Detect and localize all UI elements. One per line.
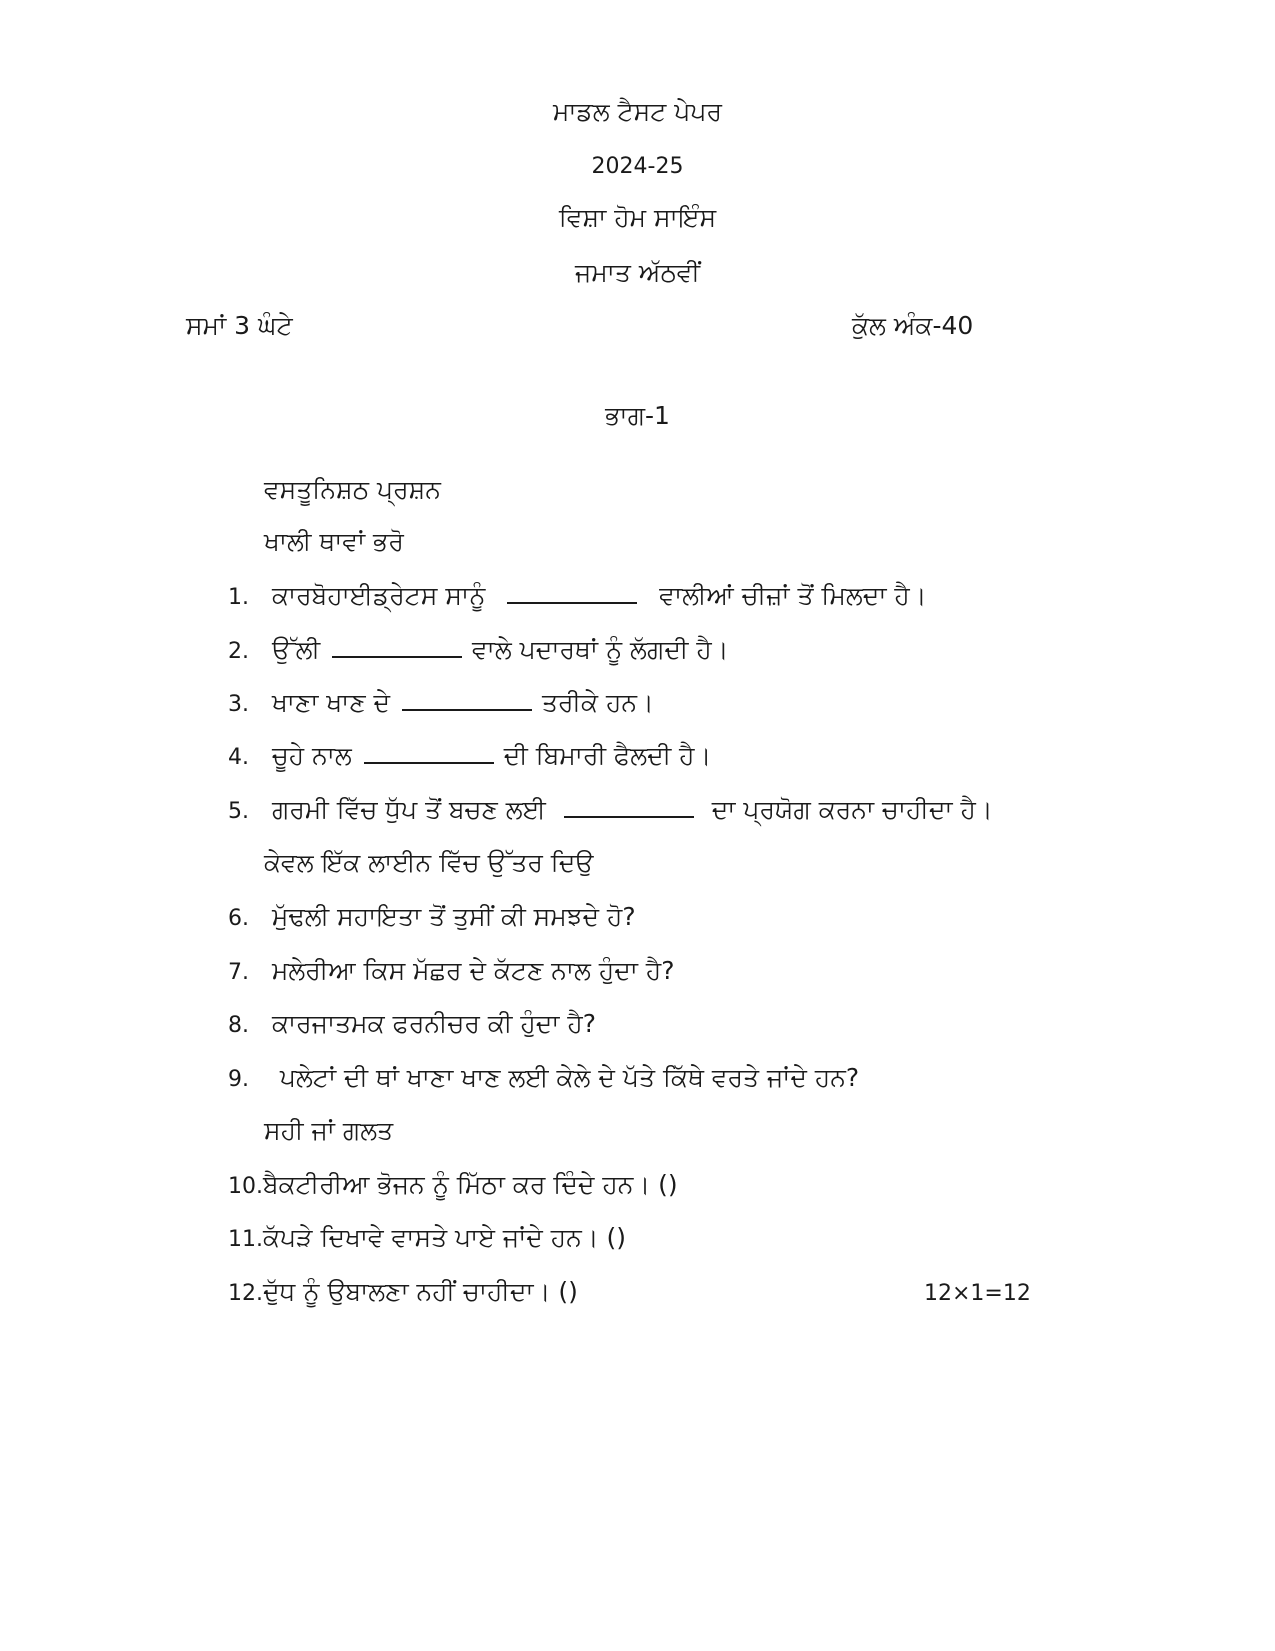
- question-text-before: ਗਰਮੀ ਵਿੱਚ ਧੁੱਪ ਤੋਂ ਬਚਣ ਲਈ: [271, 795, 546, 824]
- question-number: 8.: [228, 1013, 249, 1038]
- short-answer-question: [228, 955, 675, 989]
- question-number: 10.: [228, 1174, 263, 1199]
- question-text: ਮੁੱਢਲੀ ਸਹਾਇਤਾ ਤੋਂ ਤੁਸੀਂ ਕੀ ਸਮਝਦੇ ਹੋ?: [271, 902, 636, 931]
- question-number: 11.: [228, 1227, 263, 1252]
- answer-blank: [364, 740, 494, 764]
- answer-blank: [507, 580, 637, 604]
- question-text-before: ਚੂਹੇ ਨਾਲ: [271, 741, 352, 770]
- question-text-after: ਦਾ ਪ੍ਰਯੋਗ ਕਰਨਾ ਚਾਹੀਦਾ ਹੈ।: [711, 795, 993, 824]
- subject-line: ਵਿਸ਼ਾ ਹੋਮ ਸਾਇੰਸ: [558, 203, 717, 232]
- objective-heading: ਵਸਤੂਨਿਸ਼ਠ ਪ੍ਰਸ਼ਨ: [264, 475, 441, 504]
- fill-blank-question: [228, 740, 711, 774]
- marks-distribution: 12×1=12: [924, 1281, 1031, 1306]
- question-text: ਕੱਪੜੇ ਦਿਖਾਵੇ ਵਾਸਤੇ ਪਾਏ ਜਾਂਦੇ ਹਨ। (): [263, 1223, 627, 1252]
- question-number: 3.: [228, 692, 249, 717]
- section-title: ਭਾਗ-1: [605, 401, 670, 430]
- question-text: ਬੈਕਟੀਰੀਆ ਭੋਜਨ ਨੂੰ ਮਿੱਠਾ ਕਰ ਦਿੰਦੇ ਹਨ। (): [263, 1170, 678, 1199]
- question-text: ਪਲੇਟਾਂ ਦੀ ਥਾਂ ਖਾਣਾ ਖਾਣ ਲਈ ਕੇਲੇ ਦੇ ਪੱਤੇ ਕਿੱਥੇ ਵਰਤੇ ਜਾਂਦੇ ਹਨ?: [271, 1063, 860, 1092]
- question-number: 7.: [228, 960, 249, 985]
- question-text: ਕਾਰਜਾਤਮਕ ਫਰਨੀਚਰ ਕੀ ਹੁੰਦਾ ਹੈ?: [271, 1009, 596, 1038]
- question-text: ਦੁੱਧ ਨੂੰ ਉਬਾਲਣਾ ਨਹੀਂ ਚਾਹੀਦਾ। (): [263, 1277, 578, 1306]
- true-false-heading: ਸਹੀ ਜਾਂ ਗਲਤ: [264, 1116, 394, 1145]
- true-false-question: [228, 1169, 678, 1203]
- true-false-question: [228, 1222, 626, 1256]
- question-number: 1.: [228, 585, 249, 610]
- fill-blanks-heading: ਖਾਲੀ ਥਾਵਾਂ ਭਰੋ: [264, 527, 404, 556]
- total-marks: ਕੁੱਲ ਅੰਕ-40: [852, 311, 974, 340]
- true-false-question: [228, 1276, 578, 1310]
- fill-blank-question: [228, 580, 927, 614]
- question-number: 5.: [228, 799, 249, 824]
- short-answer-question: [228, 1008, 596, 1042]
- fill-blank-question: [228, 687, 654, 721]
- answer-blank: [564, 794, 694, 818]
- question-text-after: ਦੀ ਬਿਮਾਰੀ ਫੈਲਦੀ ਹੈ।: [503, 741, 712, 770]
- short-answer-question: [228, 1062, 859, 1096]
- question-number: 2.: [228, 639, 249, 664]
- question-text-before: ਖਾਣਾ ਖਾਣ ਦੇ: [271, 688, 391, 717]
- class-line: ਜਮਾਤ ਅੱਠਵੀਂ: [575, 258, 700, 287]
- question-text-before: ਉੱਲੀ: [271, 635, 321, 664]
- paper-title: ਮਾਡਲ ਟੈਸਟ ਪੇਪਰ: [552, 97, 723, 126]
- question-text-after: ਵਾਲੀਆਂ ਚੀਜ਼ਾਂ ਤੋਂ ਮਿਲਦਾ ਹੈ।: [659, 581, 927, 610]
- time-allowed: ਸਮਾਂ 3 ਘੰਟੇ: [186, 311, 293, 340]
- question-number: 9.: [228, 1067, 249, 1092]
- question-text-after: ਤਰੀਕੇ ਹਨ।: [542, 688, 654, 717]
- question-text: ਮਲੇਰੀਆ ਕਿਸ ਮੱਛਰ ਦੇ ਕੱਟਣ ਨਾਲ ਹੁੰਦਾ ਹੈ?: [271, 956, 675, 985]
- academic-year: 2024-25: [591, 154, 684, 179]
- one-line-heading: ਕੇਵਲ ਇੱਕ ਲਾਈਨ ਵਿੱਚ ਉੱਤਰ ਦਿਉ: [264, 848, 594, 877]
- question-text-after: ਵਾਲੇ ਪਦਾਰਥਾਂ ਨੂੰ ਲੱਗਦੀ ਹੈ।: [472, 635, 729, 664]
- question-number: 6.: [228, 906, 249, 931]
- short-answer-question: [228, 901, 636, 935]
- answer-blank: [402, 687, 532, 711]
- fill-blank-question: [228, 794, 993, 828]
- answer-blank: [332, 634, 462, 658]
- question-number: 4.: [228, 745, 249, 770]
- question-text-before: ਕਾਰਬੋਹਾਈਡ੍ਰੇਟਸ ਸਾਨੂੰ: [271, 581, 486, 610]
- fill-blank-question: [228, 634, 729, 668]
- question-number: 12.: [228, 1281, 263, 1306]
